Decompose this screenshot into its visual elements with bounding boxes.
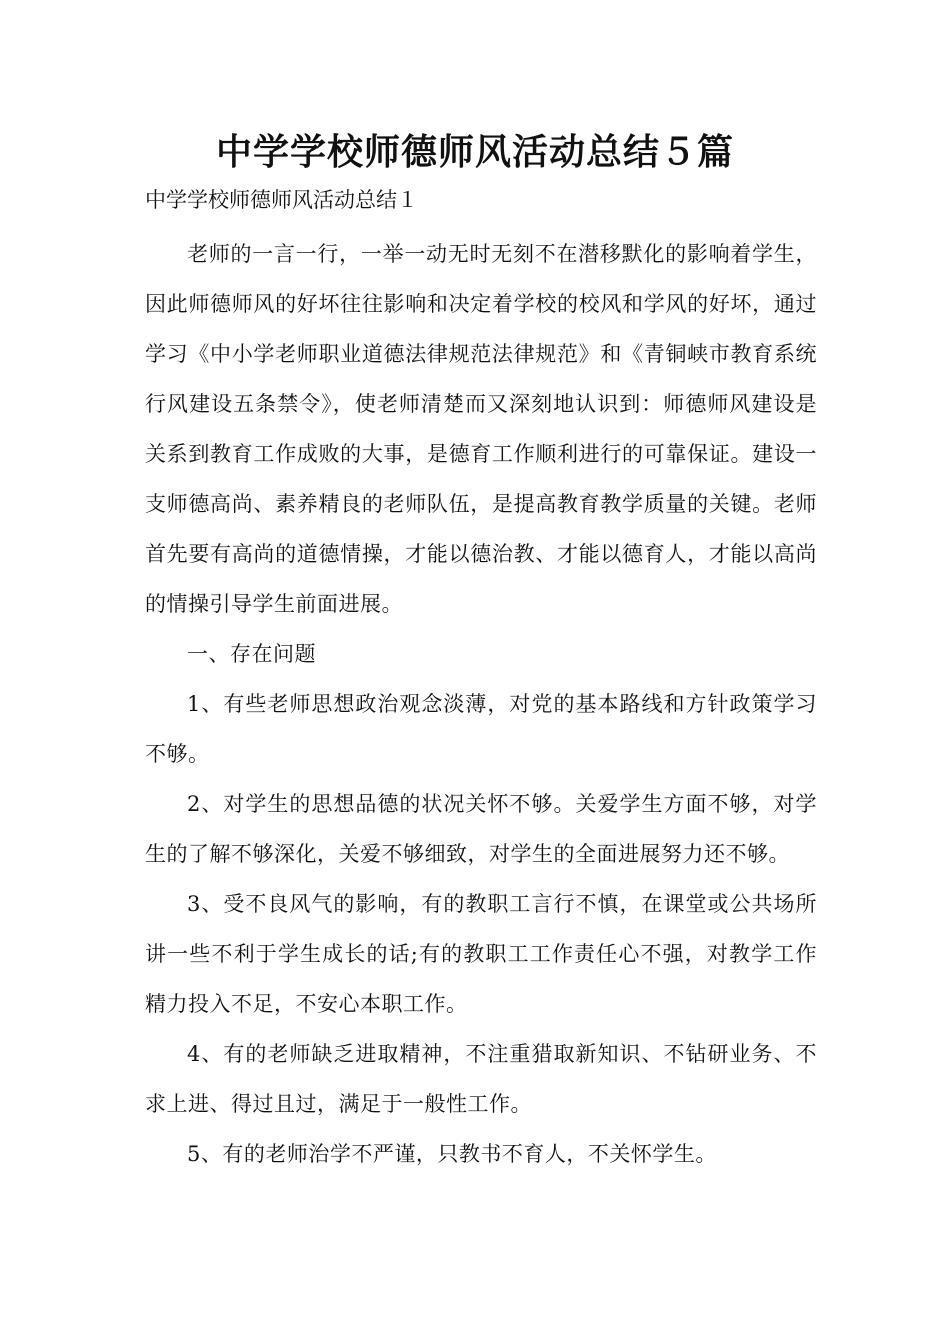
paragraph-item-2: 2、对学生的思想品德的状况关怀不够。关爱学生方面不够，对学生的了解不够深化，关爱不够细致，对学生的全面进展努力还不够。 xyxy=(145,792,817,866)
paragraph-item-4: 4、有的老师缺乏进取精神，不注重猎取新知识、不钻研业务、不求上进、得过且过，满足于一般性工作。 xyxy=(145,1042,817,1116)
paragraph-item-5: 5、有的老师治学不严谨，只教书不育人，不关怀学生。 xyxy=(187,1142,717,1166)
paragraph-item-3: 3、受不良风气的影响，有的教职工言行不慎，在课堂或公共场所讲一些不利于学生成长的话;有的教职工工作责任心不强，对教学工作精力投入不足，不安心本职工作。 xyxy=(145,892,817,1016)
document-subtitle: 中学学校师德师风活动总结１ xyxy=(145,188,418,212)
section-heading-problems: 一、存在问题 xyxy=(187,642,316,666)
document-body xyxy=(145,229,817,1179)
paragraph-item-1: 1、有些老师思想政治观念淡薄，对党的基本路线和方针政策学习不够。 xyxy=(145,692,817,766)
document-title: 中学学校师德师风活动总结５篇 xyxy=(215,132,734,173)
paragraph-intro: 老师的一言一行，一举一动无时无刻不在潜移默化的影响着学生，因此师德师风的好坏往往影响和决定着学校的校风和学风的好坏，通过学习《中小学老师职业道德法律规范法律规范》和《青铜峡市教育系统行风建设五条禁令》，使老师清楚而又深刻地认识到：师德师风建设是关系到教育工作成败的大事，是德育工作顺利进行的可靠保证。建设一支师德高尚、素养精良的老师队伍，是提高教育教学质量的关键。老师首先要有高尚的道德情操，才能以德治教、才能以德育人，才能以高尚的情操引导学生前面进展。 xyxy=(145,242,817,616)
